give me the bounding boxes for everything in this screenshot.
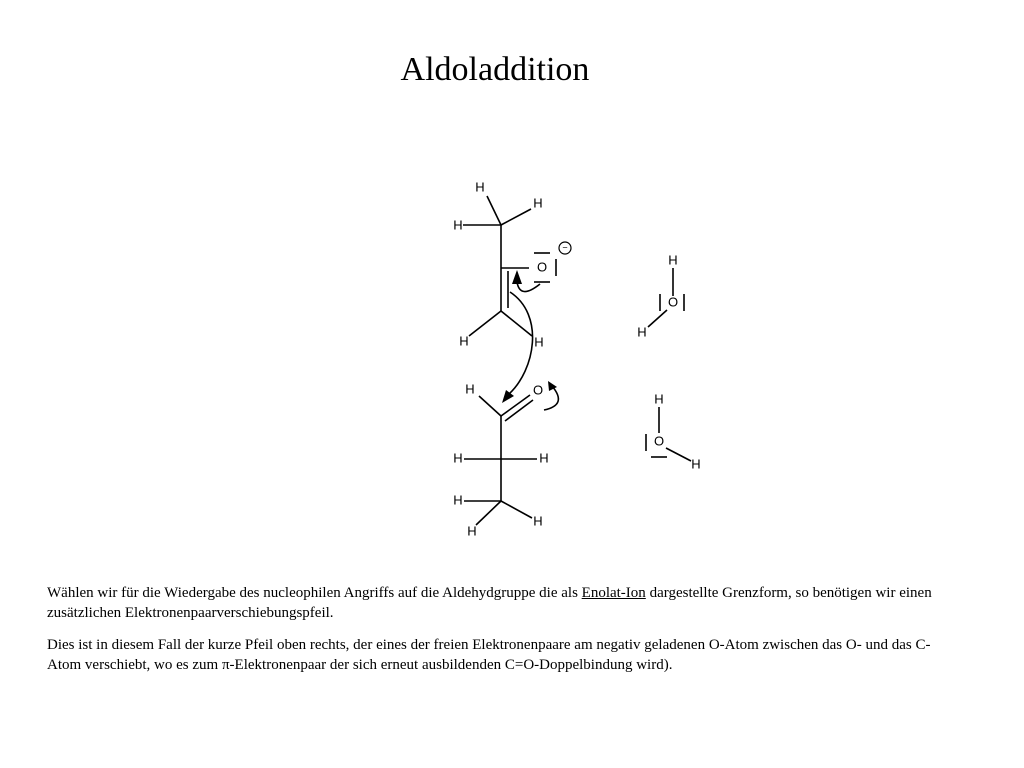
atom-h-label: H [467, 523, 477, 539]
bond-ch3-h-right [501, 501, 532, 518]
slide-title: Aldoladdition [400, 51, 590, 88]
short-arrow-head [512, 270, 522, 284]
atom-h-label: H [475, 179, 485, 195]
atom-h-label: H [539, 450, 549, 466]
enolat-ion-link[interactable]: Enolat-Ion [581, 585, 646, 601]
paragraph [47, 583, 947, 623]
atom-h-label: H [453, 217, 463, 233]
bond-ch2-h-right [501, 311, 532, 336]
atom-h-label: H [668, 252, 678, 268]
paragraph-text: Wählen wir für die Wiedergabe des nucleophilen Angriffs auf die Aldehydgruppe die als [47, 585, 582, 601]
bond-ch3-h-bottom [476, 501, 501, 525]
pi-symbol: π [221, 657, 230, 673]
atom-o-label: O [532, 382, 544, 398]
atom-h-label: H [691, 456, 701, 472]
atom-h-label: H [534, 334, 544, 350]
long-arrow-curve [509, 292, 533, 394]
paragraph-text: Dies ist in diesem Fall der kurze Pfeil oben rechts, der eines der freien Elektronenpaare am negativ geladenen O-Atom zwischen das O- und das C-Atom verschiebt, wo es zum [47, 637, 931, 673]
bond-ch2-h-left [469, 311, 501, 336]
atom-h-label: H [465, 381, 475, 397]
atom-h-label: H [453, 492, 463, 508]
carbonyl-shift-arrow [544, 381, 558, 410]
atom-o-label: O [667, 294, 679, 310]
atom-h-label: H [654, 391, 664, 407]
enolate-molecule [453, 179, 571, 349]
bond-ch3-h-right [501, 209, 531, 225]
bond-cho-h [479, 396, 501, 416]
paragraph-text: -Elektronenpaar der sich erneut ausbildenden C=O-Doppelbindung wird). [229, 657, 673, 673]
paragraph-text: dargestellte Grenzform, so benötigen wir einen zusätzlichen Elektronenpaarverschiebungspfeil. [47, 585, 932, 621]
atom-o-label: O [536, 259, 548, 275]
atom-h-label: H [533, 195, 543, 211]
atom-h-label: H [459, 333, 469, 349]
lone-pair-shift-arrow [512, 270, 540, 292]
atom-h-label: H [453, 450, 463, 466]
paragraph [47, 635, 947, 675]
water-molecule-top [637, 252, 684, 339]
explanation-text [47, 583, 947, 687]
nucleophilic-attack-arrow [502, 292, 533, 403]
atom-h-label: H [533, 513, 543, 529]
bond-ch3-h-top [487, 196, 501, 225]
negative-charge-sign: − [562, 242, 568, 253]
aldehyde-molecule [453, 381, 548, 538]
atom-o-label: O [653, 433, 665, 449]
bond-o-h [648, 310, 667, 327]
bond-o-h [666, 448, 691, 461]
atom-h-label: H [637, 324, 647, 340]
water-molecule-bottom [646, 391, 701, 471]
